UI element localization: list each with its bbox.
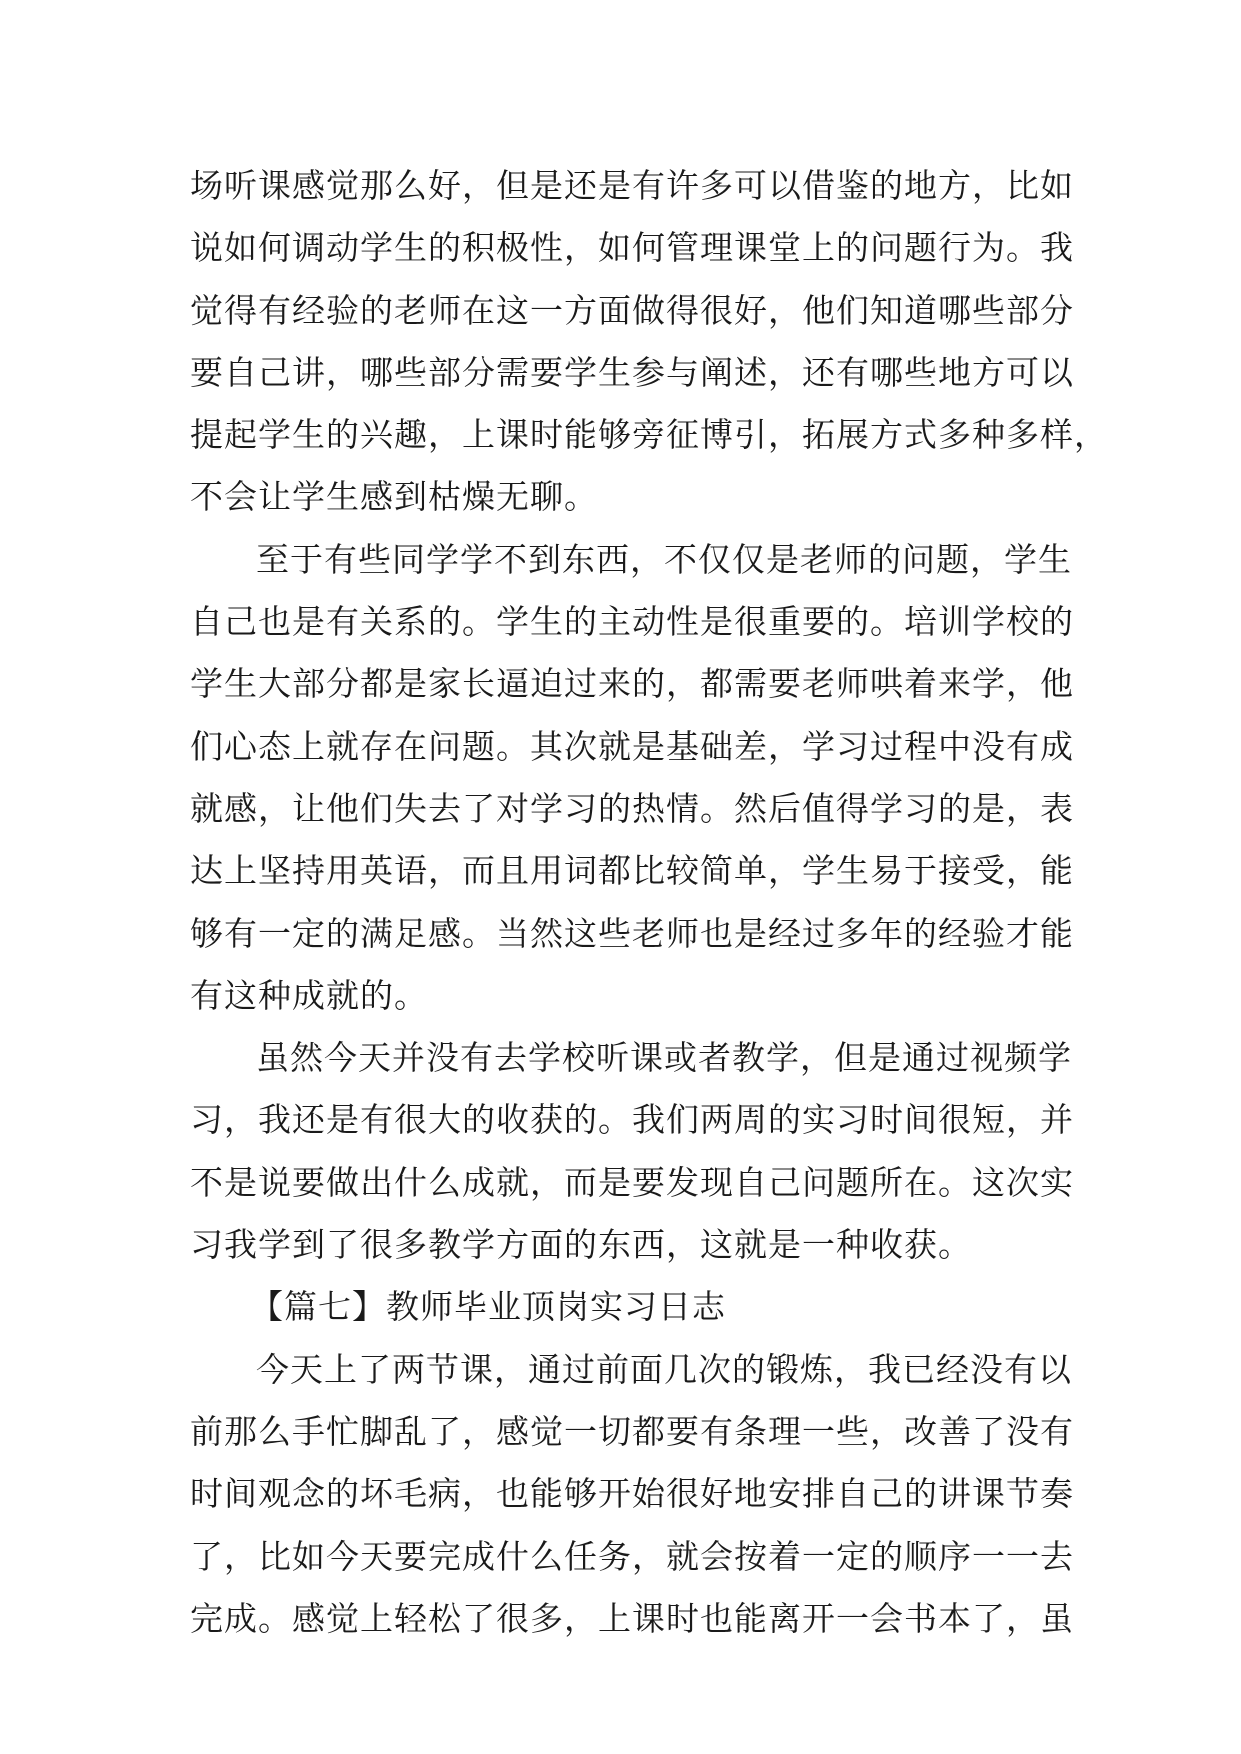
text-line: 达上坚持用英语，而且用词都比较简单，学生易于接受，能 xyxy=(190,851,1074,891)
text-line: 习我学到了很多教学方面的东西，这就是一种收获。 xyxy=(190,1225,972,1265)
text-line: 自己也是有关系的。学生的主动性是很重要的。培训学校的 xyxy=(190,602,1074,642)
text-line: 不会让学生感到枯燥无聊。 xyxy=(190,477,598,517)
text-line: 学生大部分都是家长逼迫过来的，都需要老师哄着来学，他 xyxy=(190,664,1074,704)
text-line: 有这种成就的。 xyxy=(190,975,428,1015)
text-line: 要自己讲，哪些部分需要学生参与阐述，还有哪些地方可以 xyxy=(190,352,1074,392)
body-text xyxy=(190,155,1108,1650)
text-line: 说如何调动学生的积极性，如何管理课堂上的问题行为。我 xyxy=(190,228,1074,268)
text-line: 时间观念的坏毛病，也能够开始很好地安排自己的讲课节奏 xyxy=(190,1474,1074,1514)
text-line: 们心态上就存在问题。其次就是基础差，学习过程中没有成 xyxy=(190,726,1074,766)
paragraph-start-line: 至于有些同学学不到东西，不仅仅是老师的问题，学生 xyxy=(256,539,1072,579)
text-line: 场听课感觉那么好，但是还是有许多可以借鉴的地方，比如 xyxy=(190,166,1074,205)
text-line: 提起学生的兴趣，上课时能够旁征博引，拓展方式多种多样， xyxy=(190,415,1108,455)
text-line: 够有一定的满足感。当然这些老师也是经过多年的经验才能 xyxy=(190,913,1074,953)
text-line: 不是说要做出什么成就，而是要发现自己问题所在。这次实 xyxy=(190,1162,1074,1202)
text-line: 前那么手忙脚乱了，感觉一切都要有条理一些，改善了没有 xyxy=(190,1411,1074,1451)
text-line: 习，我还是有很大的收获的。我们两周的实习时间很短，并 xyxy=(190,1100,1074,1140)
section-heading: 【篇七】教师毕业顶岗实习日志 xyxy=(250,1287,726,1327)
paragraph-start-line: 虽然今天并没有去学校听课或者教学，但是通过视频学 xyxy=(256,1038,1072,1078)
text-line: 完成。感觉上轻松了很多，上课时也能离开一会书本了，虽 xyxy=(190,1598,1074,1638)
text-line: 觉得有经验的老师在这一方面做得很好，他们知道哪些部分 xyxy=(190,290,1074,330)
text-line: 了，比如今天要完成什么任务，就会按着一定的顺序一一去 xyxy=(190,1536,1074,1576)
paragraph-start-line: 今天上了两节课，通过前面几次的锻炼，我已经没有以 xyxy=(256,1349,1072,1389)
text-line: 就感，让他们失去了对学习的热情。然后值得学习的是，表 xyxy=(190,788,1074,828)
